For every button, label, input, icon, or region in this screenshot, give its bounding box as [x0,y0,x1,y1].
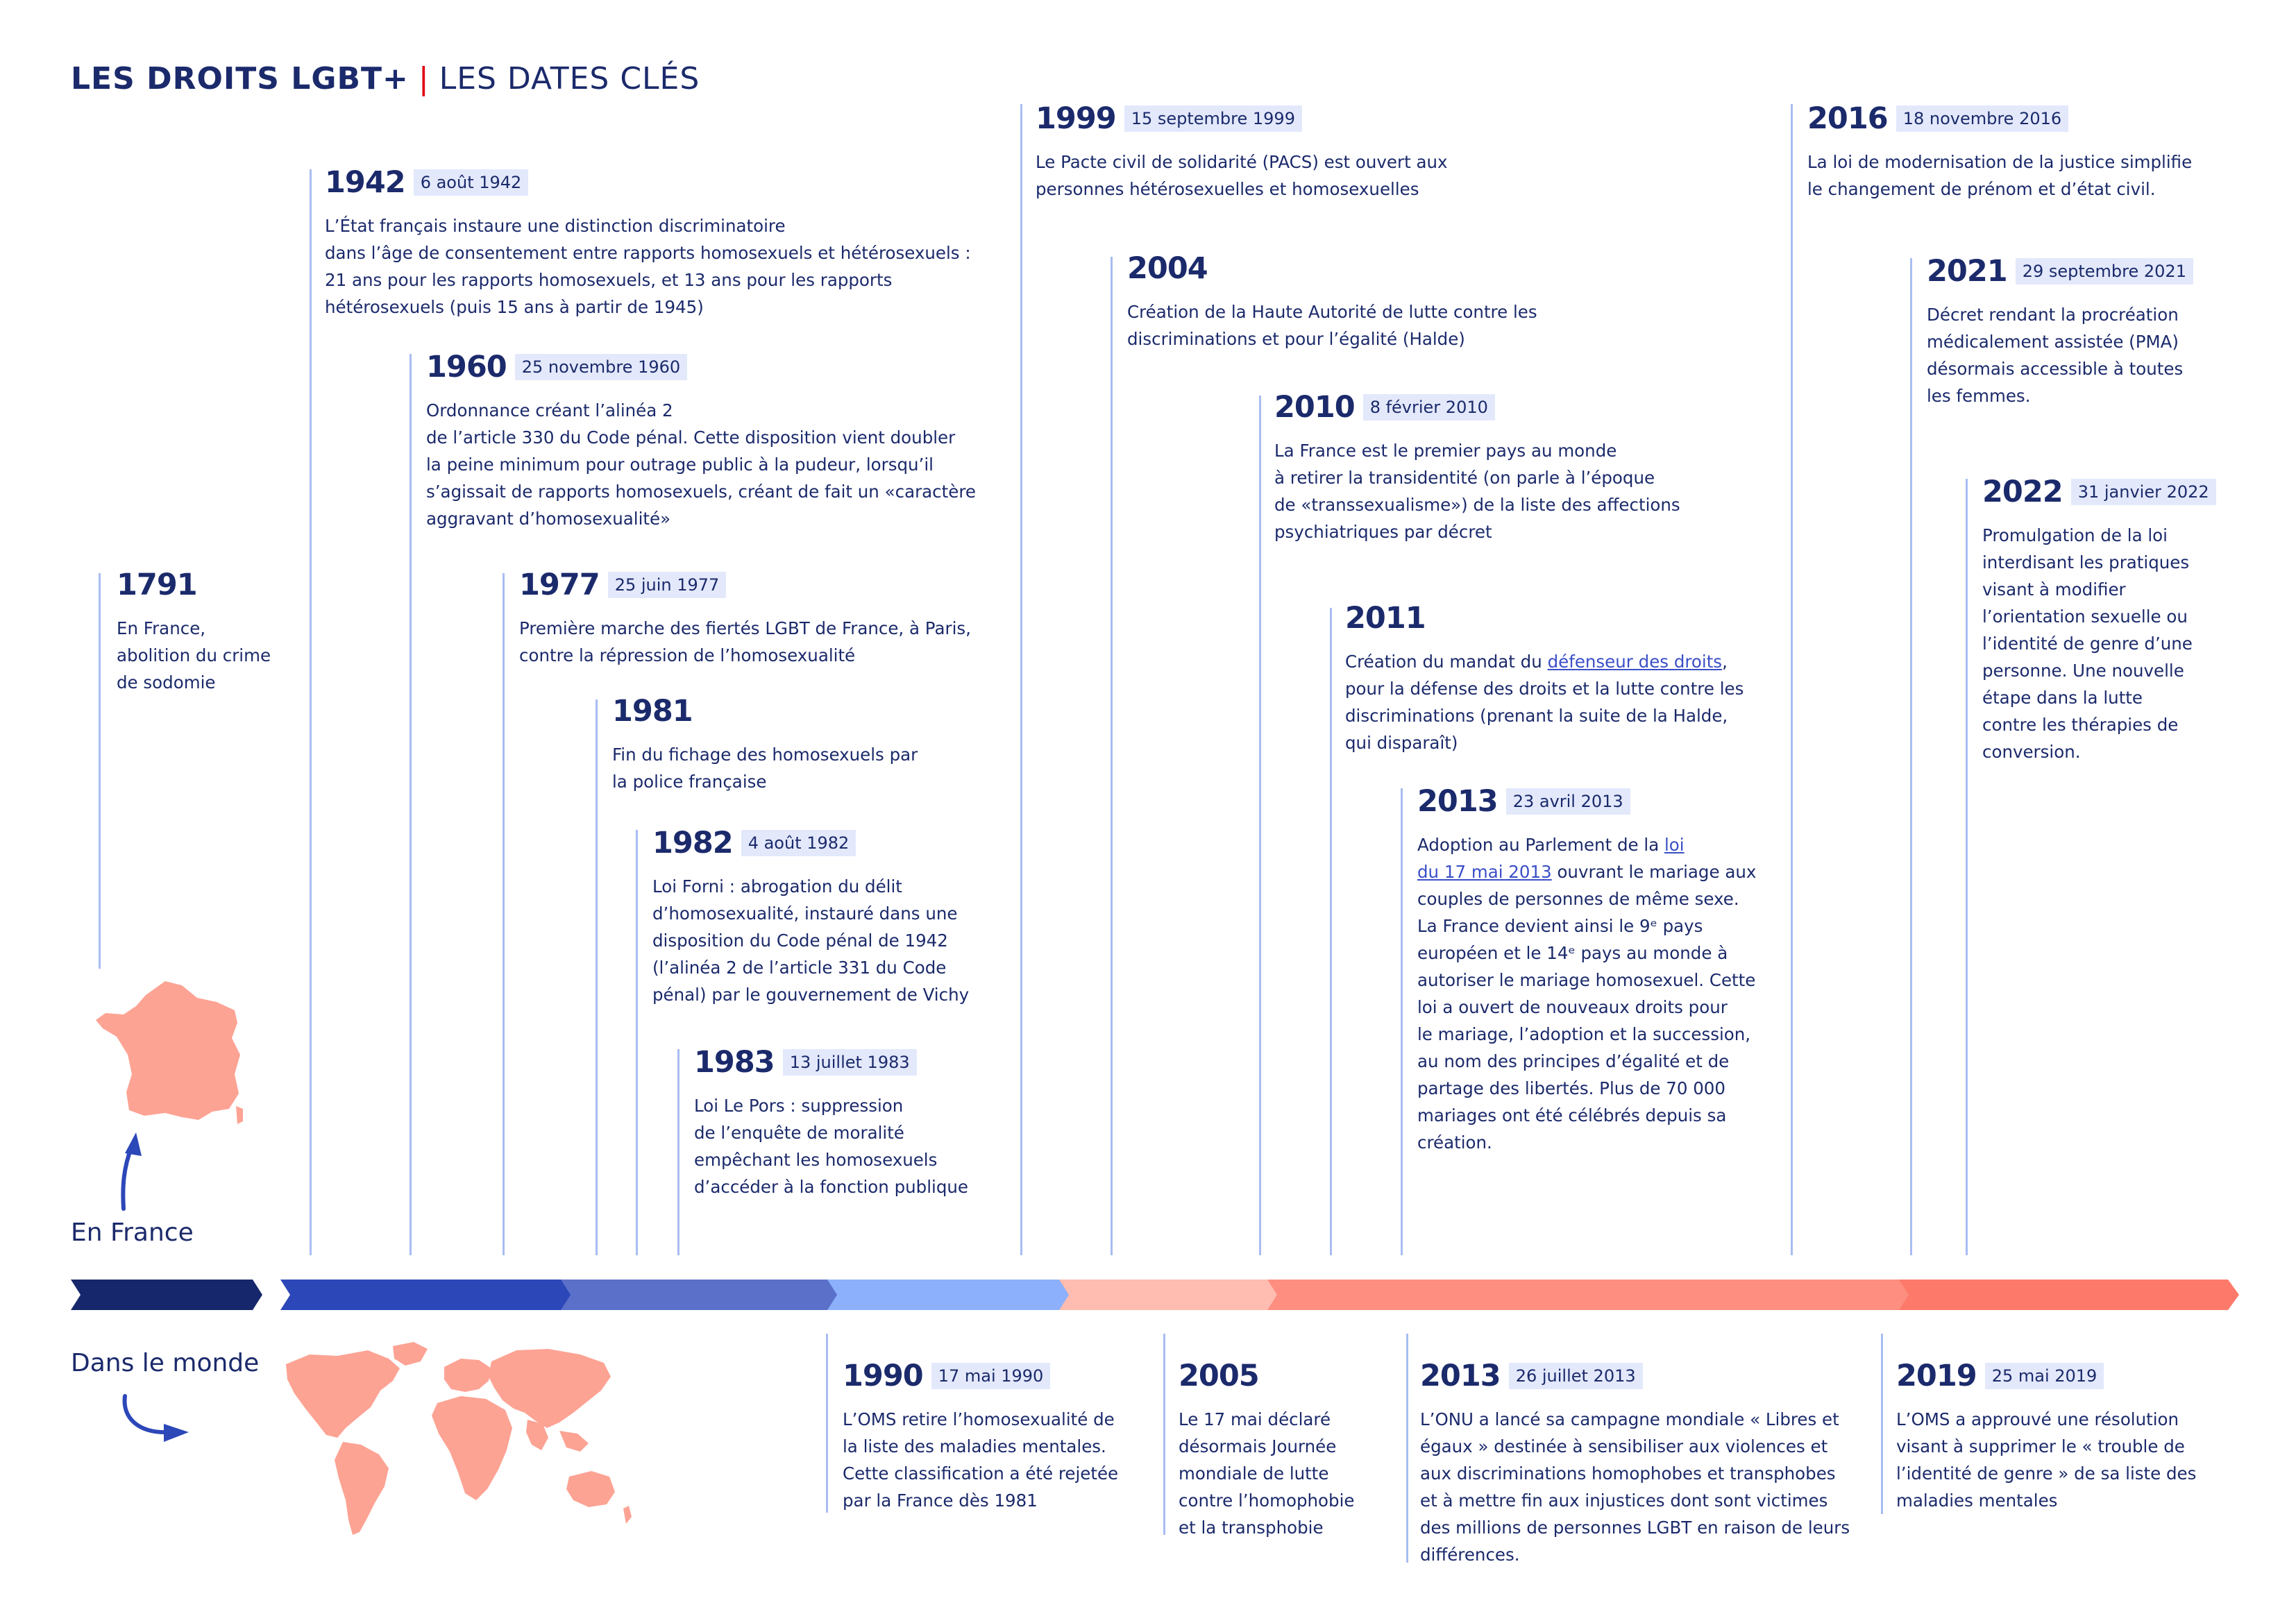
band-segment-3 [561,1280,840,1310]
arrow-head-right [164,1424,189,1442]
event-date: 18 novembre 2016 [1896,105,2068,132]
desc-text: ouvrant le mariage aux couples de personnes de même sexe. La France devient ainsi le 9ᵉ pays européen et le 14ᵉ pays au monde à autoriser le mariage homosexuel. Cette loi a ouvert de nouveaux droits pour le mariage, l’adoption et la succession, au nom des principes d’égalité et de partage des libertés. Plus de 70 000 mariages ont été célébrés depuis sa création. [1417,862,1757,1153]
label-en-france: En France [71,1218,194,1247]
event-date: 25 juin 1977 [608,572,727,598]
event-description: En France, abolition du crime de sodomie [117,618,271,692]
event-date: 25 novembre 1960 [515,354,687,380]
event-date: 29 septembre 2021 [2016,258,2193,284]
event-description: Loi Le Pors : suppression de l’enquête de moralité empêchant les homosexuels d’accéder à la fonction publique [694,1096,968,1197]
event-description: L’État français instaure une distinction discriminatoire dans l’âge de consentement entre rapports homosexuels et hétérosexuels : 21 ans pour les rapports homosexuels, et 13 ans pour les rapports hétérosexuels (puis 15 ans à partir de 1945) [325,216,971,317]
event-year: 1981 [612,694,693,729]
event-year: 2005 [1179,1359,1259,1393]
event-year: 1791 [117,568,197,602]
event-year: 2010 [1274,390,1355,425]
event-description: L’OMS a approuvé une résolution visant à supprimer le « trouble de l’identité de genre » de sa liste des maladies mentales [1896,1409,2197,1511]
event-year: 2022 [1982,475,2063,509]
event-year: 1982 [652,826,733,860]
event-date: 15 septembre 1999 [1124,105,1302,132]
arrow-head-up [125,1132,142,1156]
curved-arrow-right-icon [125,1396,169,1432]
title-bold: LES DROITS LGBT+ [71,61,409,96]
event-description: Le 17 mai déclaré désormais Journée mondiale de lutte contre l’homophobie et la transphobie [1179,1409,1355,1538]
title-light: LES DATES CLÉS [439,61,700,96]
event-year: 1999 [1036,101,1116,136]
event-year: 1942 [325,165,405,200]
event-date: 26 juillet 2013 [1509,1363,1643,1389]
defenseur-des-droits-link[interactable]: défenseur des droits [1547,652,1723,672]
band-segment-2 [280,1280,573,1310]
event-description: L’OMS retire l’homosexualité de la liste des maladies mentales. Cette classification a été rejetée par la France dès 1981 [843,1409,1119,1511]
event-date: 25 mai 2019 [1985,1363,2104,1389]
title-separator: | [418,61,430,96]
band-segment-5 [1059,1280,1280,1310]
event-year: 2016 [1807,101,1888,136]
loi-17-mai-2013-link[interactable]: loi du 17 mai 2013 [1417,835,1685,882]
event-year: 2011 [1345,601,1426,636]
world-map-icon [286,1342,632,1535]
curved-arrow-up-icon [123,1146,132,1209]
band-segment-7 [1899,1280,2239,1310]
event-date: 8 février 2010 [1363,394,1495,420]
event-year: 2004 [1127,251,1208,286]
event-date: 6 août 1942 [414,169,529,196]
event-description: Décret rendant la procréation médicalement assistée (PMA) désormais accessible à toutes les femmes. [1927,305,2184,406]
event-year: 1960 [426,350,507,384]
desc-text: Création du mandat du [1345,652,1548,672]
event-description: Loi Forni : abrogation du délit d’homosexualité, instauré dans une disposition du Code pénal de 1942 (l’alinéa 2 de l’article 331 du Code pénal) par le gouvernement de Vichy [652,876,970,1005]
france-map-icon [96,981,243,1124]
event-description: Première marche des fiertés LGBT de France, à Paris, contre la répression de l’homosexualité [519,618,971,665]
event-year: 2013 [1417,784,1498,819]
event-date: 13 juillet 1983 [783,1049,917,1076]
band-segment-4 [827,1280,1072,1310]
event-description: Promulgation de la loi interdisant les pratiques visant à modifier l’orientation sexuelle ou l’identité de genre d’une personne. Une nouvelle étape dans la lutte contre les thérapies de conversion. [1982,525,2193,762]
event-date: 31 janvier 2022 [2071,479,2216,505]
label-dans-le-monde: Dans le monde [71,1349,260,1377]
event-year: 2019 [1896,1359,1977,1393]
event-date: 17 mai 1990 [931,1363,1051,1389]
event-description: L’ONU a lancé sa campagne mondiale « Libres et égaux » destinée à sensibiliser aux violences et aux discriminations homophobes et transphobes et à mettre fin aux injustices dont sont victimes des millions de personnes LGBT en raison de leurs différences. [1420,1409,1850,1565]
band-segment-6 [1267,1280,1911,1310]
event-description: Ordonnance créant l’alinéa 2 de l’article 330 du Code pénal. Cette disposition vient doubler la peine minimum pour outrage public à la pudeur, lorsqu’il s’agissait de rapports homosexuels, créant de fait un «caractère aggravant d’homosexualité» [426,400,976,529]
event-year: 2021 [1927,254,2007,289]
desc-text: , pour la défense des droits et la lutte contre les discriminations (prenant la suite de la Halde, qui disparaît) [1345,652,1744,753]
event-description: Création de la Haute Autorité de lutte contre les discriminations et pour l’égalité (Halde) [1127,302,1537,349]
event-description: Le Pacte civil de solidarité (PACS) est ouvert aux personnes hétérosexuelles et homosexuelles [1036,152,1448,199]
event-year: 1977 [519,568,600,602]
event-date: 4 août 1982 [741,830,856,856]
desc-text: Adoption au Parlement de la [1417,835,1664,855]
event-date: 23 avril 2013 [1506,788,1630,815]
event-description: Fin du fichage des homosexuels par la police française [612,745,918,792]
event-description: La loi de modernisation de la justice simplifie le changement de prénom et d’état civil. [1807,152,2193,199]
event-year: 1983 [694,1045,775,1080]
band-segment-1 [71,1280,262,1310]
event-year: 1990 [843,1359,923,1393]
event-year: 2013 [1420,1359,1501,1393]
event-description: La France est le premier pays au monde à retirer la transidentité (on parle à l’époque de «transsexualisme») de la liste des affections psychiatriques par décret [1274,441,1680,542]
